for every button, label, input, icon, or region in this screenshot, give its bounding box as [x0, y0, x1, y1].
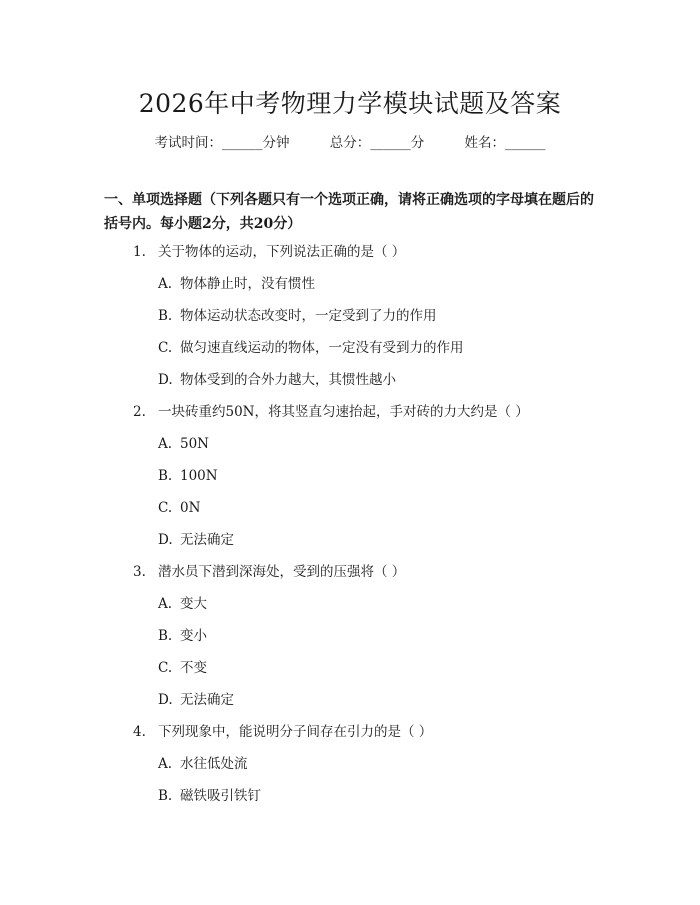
option-text: 物体受到的合外力越大，其惯性越小: [180, 372, 396, 388]
option-letter: B.: [158, 788, 173, 804]
question-number: 4.: [133, 724, 146, 740]
option-text: 变小: [180, 628, 207, 644]
question-3: [0, 562, 700, 594]
option-letter: C.: [158, 500, 173, 516]
question-stem: 关于物体的运动，下列说法正确的是（ ）: [158, 244, 406, 260]
option-text: 物体静止时，没有惯性: [180, 276, 315, 292]
option-letter: B.: [158, 628, 173, 644]
question-stem: 潜水员下潜到深海处，受到的压强将（ ）: [158, 564, 406, 580]
option-letter: C.: [158, 340, 173, 356]
option-text: 100N: [180, 468, 218, 484]
option-letter: D.: [158, 692, 173, 708]
option-letter: D.: [158, 372, 173, 388]
question-2-option-b: [0, 466, 700, 498]
question-stem: 一块砖重约50N，将其竖直匀速抬起，手对砖的力大约是（ ）: [158, 404, 529, 420]
option-letter: D.: [158, 532, 173, 548]
question-number: 1.: [133, 244, 146, 260]
question-3-option-c: [0, 658, 700, 690]
question-3-option-a: [0, 594, 700, 626]
option-text: 0N: [180, 500, 201, 516]
question-1-option-b: [0, 306, 700, 338]
question-1: [0, 242, 700, 274]
option-letter: B.: [158, 468, 173, 484]
option-letter: B.: [158, 308, 173, 324]
question-2: [0, 402, 700, 434]
question-number: 2.: [133, 404, 146, 420]
question-2-option-c: [0, 498, 700, 530]
option-text: 不变: [180, 660, 207, 676]
question-3-option-d: [0, 690, 700, 722]
exam-info-line: [0, 131, 700, 151]
question-4-option-b: [0, 786, 700, 818]
option-text: 无法确定: [180, 532, 234, 548]
question-list: [0, 242, 700, 818]
option-text: 变大: [180, 596, 207, 612]
option-letter: A.: [158, 276, 173, 292]
student-name-field: 姓名：______: [464, 135, 546, 151]
question-1-option-d: [0, 370, 700, 402]
option-text: 做匀速直线运动的物体，一定没有受到力的作用: [180, 340, 464, 356]
question-4: [0, 722, 700, 754]
question-1-option-c: [0, 338, 700, 370]
option-letter: A.: [158, 756, 173, 772]
total-score-field: 总分：______分: [329, 135, 425, 151]
question-number: 3.: [133, 564, 146, 580]
question-1-option-a: [0, 274, 700, 306]
option-text: 物体运动状态改变时，一定受到了力的作用: [180, 308, 437, 324]
question-2-option-d: [0, 530, 700, 562]
question-2-option-a: [0, 434, 700, 466]
option-letter: A.: [158, 596, 173, 612]
question-3-option-b: [0, 626, 700, 658]
option-letter: A.: [158, 436, 173, 452]
question-stem: 下列现象中，能说明分子间存在引力的是（ ）: [158, 724, 433, 740]
option-text: 磁铁吸引铁钉: [180, 788, 261, 804]
option-text: 无法确定: [180, 692, 234, 708]
option-text: 50N: [180, 436, 209, 452]
option-text: 水往低处流: [180, 756, 248, 772]
question-4-option-a: [0, 754, 700, 786]
option-letter: C.: [158, 660, 173, 676]
section-heading: 一、单项选择题（下列各题只有一个选项正确，请将正确选项的字母填在题后的括号内。每小题2分，共20分）: [104, 192, 594, 232]
page-title: 2026年中考物理力学模块试题及答案: [138, 89, 562, 118]
exam-time-field: 考试时间：______分钟: [154, 135, 290, 151]
